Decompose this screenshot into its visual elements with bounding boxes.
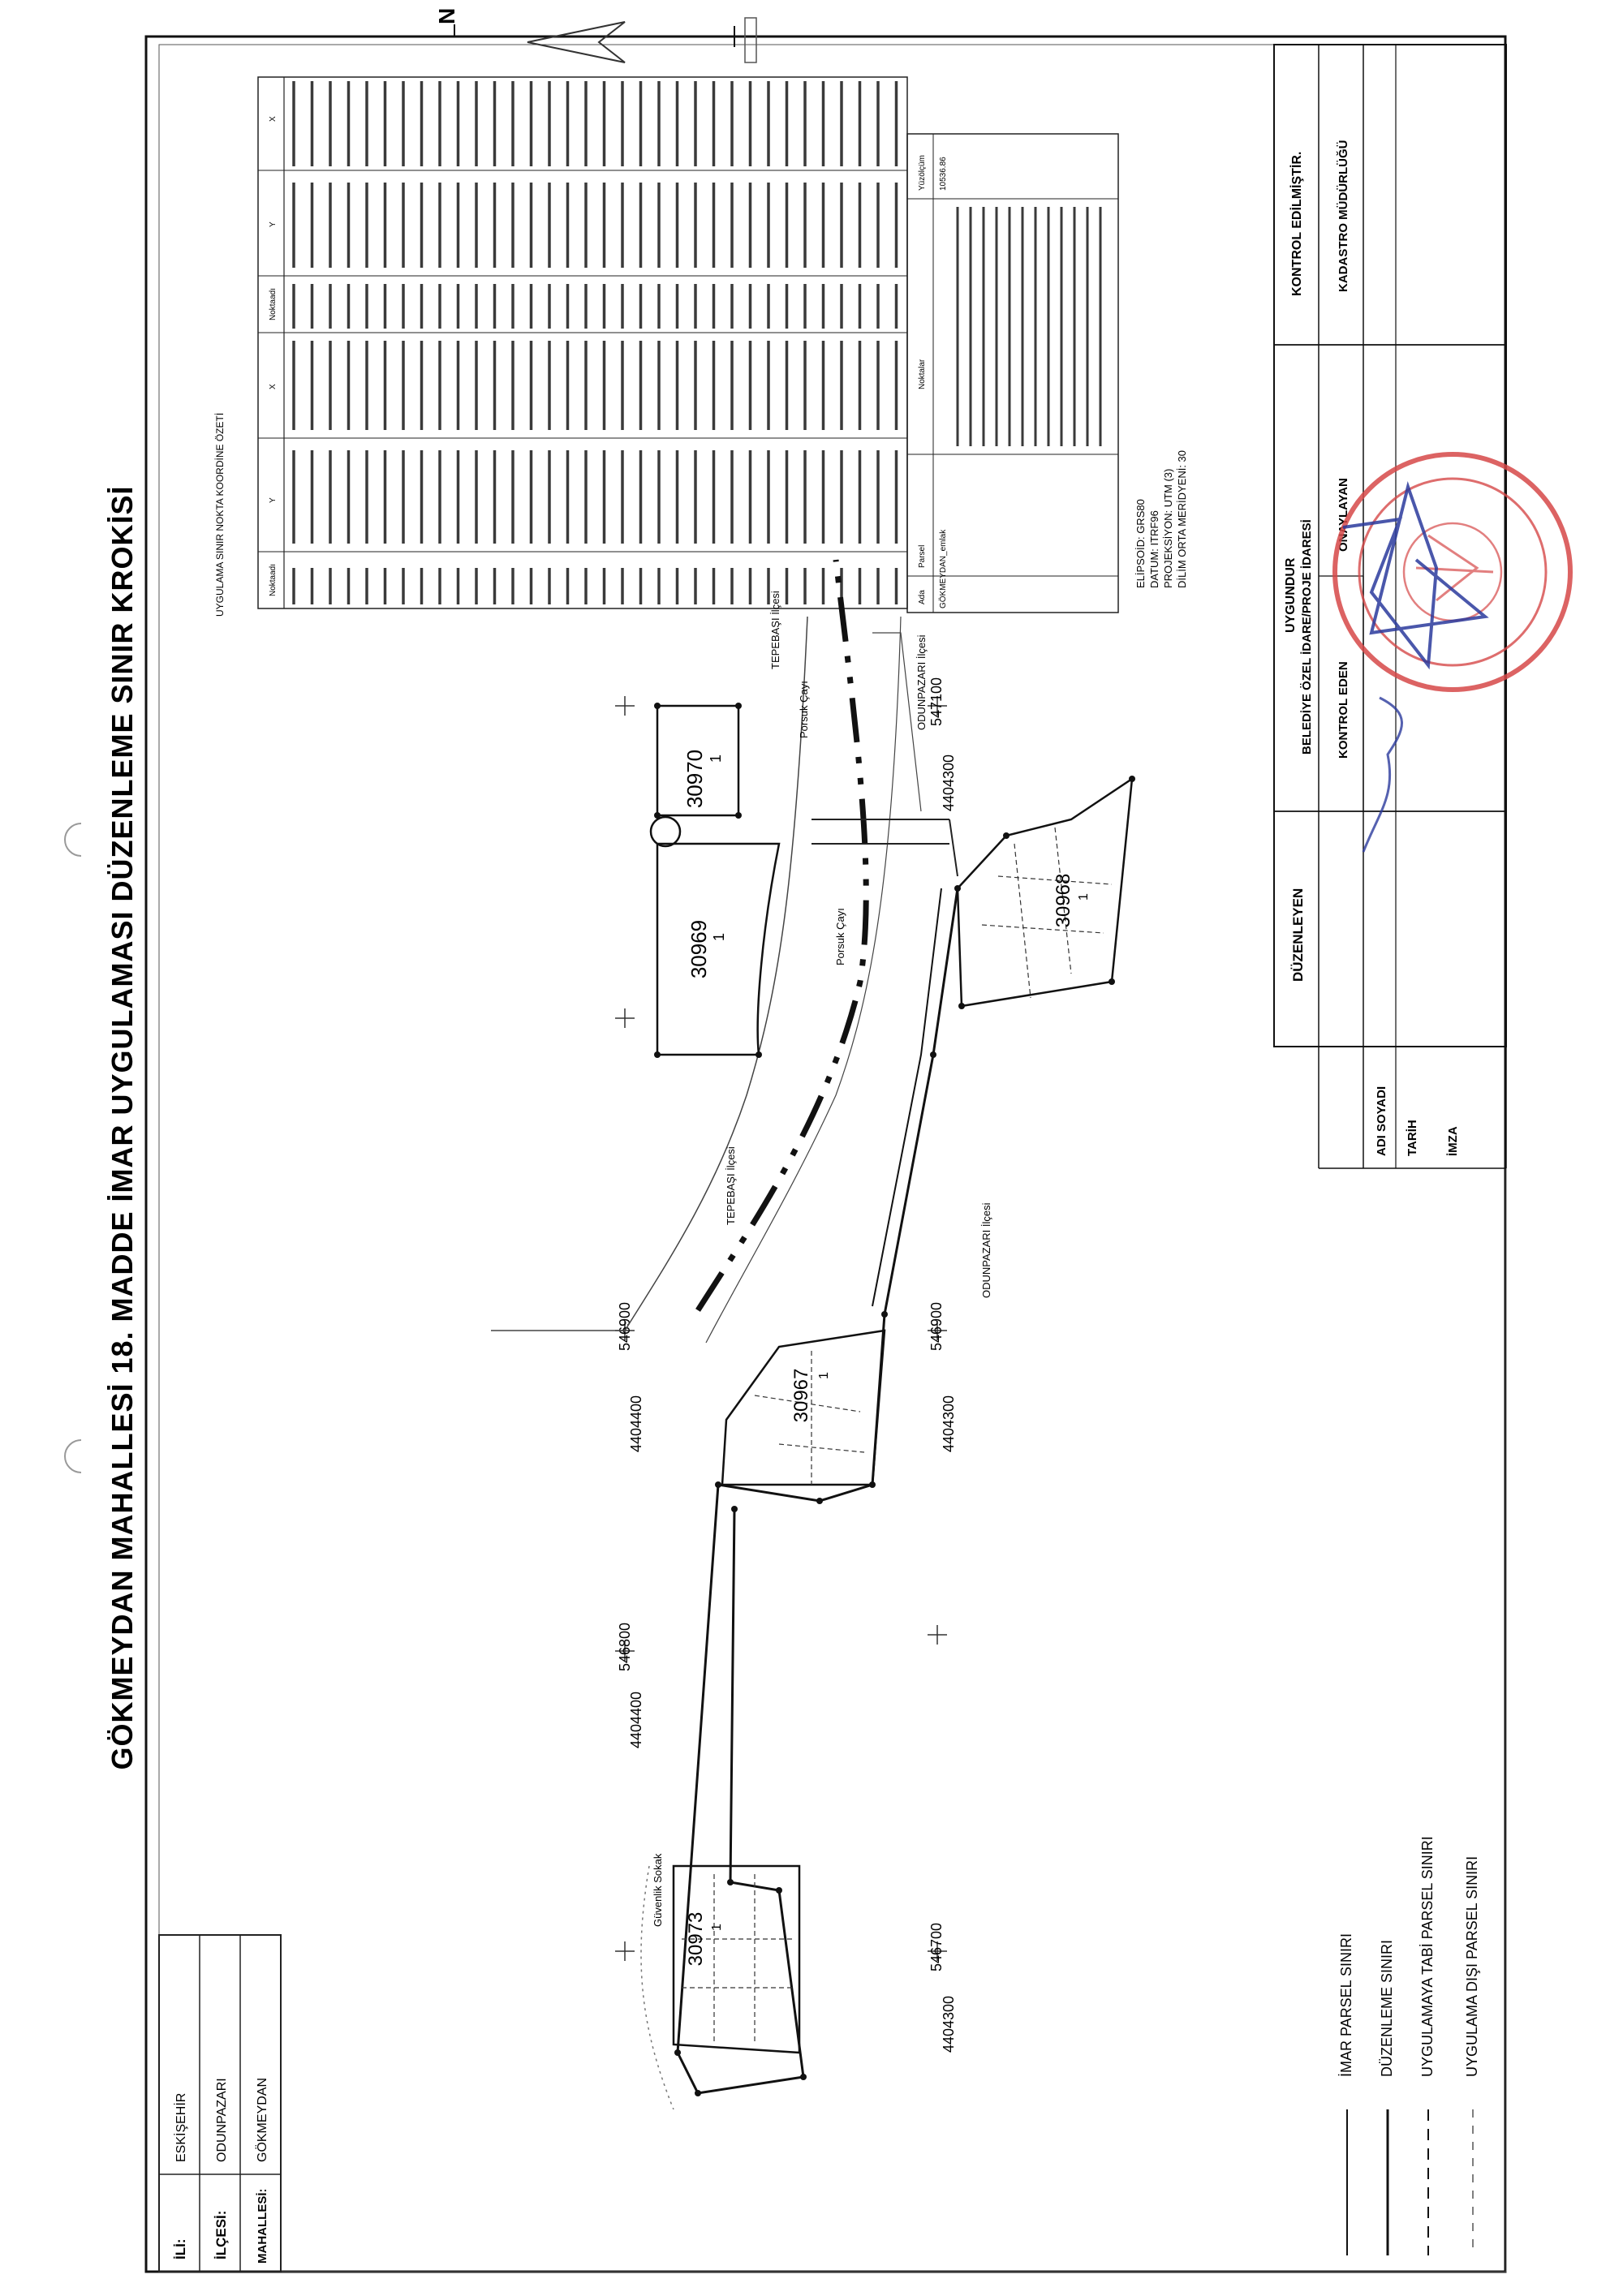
parcel-30968-subdivisions — [982, 828, 1112, 998]
label-street: Güvenlik Sokak — [652, 1853, 664, 1927]
grid-y-label-4: 4404300 — [941, 754, 957, 812]
parcel-header-ada: Ada — [918, 590, 927, 604]
legend-label-imar-parsel: İMAR PARSEL SINIRI — [1338, 1933, 1354, 2077]
info-ilce-label: İLÇESİ: — [213, 2210, 229, 2259]
map-area — [491, 560, 1135, 2109]
info-mahalle-value: GÖKMEYDAN — [256, 2077, 269, 2162]
parcel-30969-number: 30969 — [687, 919, 711, 979]
north-label: N — [434, 7, 459, 24]
parcel-30970-sub: 1 — [708, 754, 724, 763]
coordinates-table-rows — [294, 81, 897, 604]
parcel-point-list — [958, 207, 1100, 446]
label-odunpazari-2: ODUNPAZARI İlçesi — [980, 1202, 992, 1298]
sheet-title: GÖKMEYDAN MAHALLESİ 18. MADDE İMAR UYGULAMASI DÜZENLEME SINIR KROKİSİ — [105, 485, 139, 1770]
boundary-point — [1003, 832, 1010, 839]
boundary-point — [1129, 776, 1135, 782]
boundary-point — [881, 1311, 888, 1318]
boundary-point — [756, 1051, 762, 1058]
legend-item-duzenleme — [1379, 1940, 1395, 2255]
boundary-point — [654, 703, 661, 709]
regulation-boundary-inner — [872, 888, 941, 1306]
boundary-point — [1109, 978, 1115, 985]
coord-header-x-1: X — [269, 384, 278, 389]
grid-x-label-4: 547100 — [928, 677, 945, 726]
parcel-30967-sub: 1 — [817, 1372, 831, 1379]
sig-duzenleyen: DÜZENLEYEN — [1290, 888, 1306, 982]
boundary-point — [674, 2049, 681, 2056]
parcel-header-yuzolcum: Yüzölçüm — [918, 155, 927, 191]
label-tepebasi-1: TEPEBAŞI İlçesi — [769, 591, 781, 669]
projection-line-3: PROJEKSİYON: UTM (3) — [1162, 468, 1174, 588]
grid-cross-7 — [928, 1625, 947, 1645]
projection-line-2: DATUM: ITRF96 — [1148, 510, 1160, 588]
boundary-point — [954, 885, 961, 892]
info-box — [159, 1935, 281, 2272]
boundary-point — [816, 1498, 823, 1504]
grid-x-label-1: 546900 — [617, 1301, 633, 1351]
boundary-point — [869, 1481, 876, 1488]
grid-cross-8 — [615, 696, 635, 716]
coordinates-table — [214, 77, 907, 617]
legend-item-uygulamaya-tabi — [1419, 1836, 1436, 2255]
sig-kadastro: KADASTRO MÜDÜRLÜĞÜ — [1337, 140, 1350, 292]
sig-kontrol-eden: KONTROL EDEN — [1337, 661, 1350, 759]
boundary-point — [727, 1879, 734, 1885]
projection-line-4: DİLİM ORTA MERİDYENİ: 30 — [1176, 449, 1188, 588]
grid-y-label-2: 4404400 — [628, 1691, 644, 1749]
grid-y-label-3: 4404300 — [941, 1395, 957, 1453]
legend-label-uygulamaya-tabi: UYGULAMAYA TABİ PARSEL SINIRI — [1419, 1836, 1436, 2077]
grid-cross-9 — [615, 1941, 635, 1961]
parcel-30968-boundary — [958, 779, 1132, 1006]
legend — [1338, 1836, 1480, 2255]
info-mahalle-label: MAHALLESİ: — [256, 2188, 269, 2264]
sig-row-imza: İMZA — [1446, 1126, 1460, 1156]
boundary-point — [715, 1481, 721, 1488]
parcel-30968-sub: 1 — [1077, 893, 1091, 901]
parcel-30973-sub: 1 — [710, 1924, 724, 1931]
legend-item-imar-parsel — [1338, 1933, 1354, 2255]
boundary-point — [695, 2090, 701, 2096]
grid-cross-6 — [615, 1008, 635, 1028]
official-stamp — [1335, 454, 1570, 690]
grid-y-label-5: 4404300 — [941, 1995, 957, 2053]
legend-label-duzenleme: DÜZENLEME SINIRI — [1379, 1939, 1395, 2077]
label-odunpazari-1: ODUNPAZARI İlçesi — [915, 634, 928, 730]
boundary-point — [930, 1051, 936, 1058]
info-ilce-value: ODUNPAZARI — [215, 2078, 229, 2162]
sig-uygundur: UYGUNDUR — [1284, 557, 1298, 633]
parcel-30973-number: 30973 — [685, 1911, 707, 1967]
parcel-30969-boundary — [657, 844, 779, 1055]
grid-x-label-5: 546700 — [928, 1922, 945, 1971]
sig-office-line: BELEDİYE ÖZEL İDARE/PROJE İDARESİ — [1300, 519, 1314, 755]
label-tepebasi-2: TEPEBAŞI İlçesi — [725, 1146, 737, 1225]
coordinates-table-title: UYGULAMA SINIR NOKTA KOORDİNE ÖZETİ — [214, 412, 226, 617]
roundabout — [651, 817, 680, 846]
sig-row-tarih: TARİH — [1406, 1120, 1419, 1156]
legend-item-uygulama-disi — [1464, 1856, 1480, 2255]
boundary-point — [958, 1003, 965, 1009]
coord-header-y-2: Y — [269, 221, 278, 227]
grid-x-label-3: 546900 — [928, 1301, 945, 1351]
legend-label-uygulama-disi: UYGULAMA DIŞI PARSEL SINIRI — [1464, 1855, 1480, 2077]
coord-header-noktaadi-2: Noktaadı — [269, 287, 278, 320]
grid-y-label-1: 4404400 — [628, 1395, 644, 1453]
regulation-boundary — [678, 888, 958, 2093]
parcel-row-yuzolcum: 10536.86 — [939, 157, 948, 191]
boundary-point — [654, 812, 661, 819]
parcel-row-ada: GÖKMEYDAN_emlak — [939, 529, 948, 608]
parcel-30967-number: 30967 — [790, 1368, 812, 1423]
boundary-point — [654, 1051, 661, 1058]
label-porsuk-1: Porsuk Çayı — [798, 681, 810, 738]
parcel-header-parsel: Parsel — [918, 544, 927, 568]
inner-frame — [159, 45, 1506, 2272]
sig-row-adi-soyadi: ADI SOYADI — [1375, 1086, 1388, 1156]
parcel-30969-sub: 1 — [711, 932, 727, 941]
boundary-point — [735, 812, 742, 819]
label-porsuk-2: Porsuk Çayı — [834, 908, 846, 965]
punch-hole-2 — [65, 1440, 81, 1473]
parcel-30968-number: 30968 — [1053, 873, 1074, 928]
info-il-label: İLİ: — [173, 2238, 188, 2259]
info-il-value: ESKİŞEHİR — [174, 2092, 188, 2162]
coord-header-y-1: Y — [269, 497, 278, 503]
parcel-30970-number: 30970 — [682, 749, 707, 809]
sig-onaylayan: ONAYLAYAN — [1337, 478, 1350, 552]
boundary-point — [800, 2074, 807, 2080]
boundary-point — [776, 1887, 782, 1894]
north-arrow — [434, 8, 990, 62]
coord-header-x-2: X — [269, 116, 278, 122]
boundary-point — [735, 703, 742, 709]
sig-kontrol-edilmistir: KONTROL EDİLMİŞTİR. — [1290, 151, 1304, 296]
grid-x-label-2: 546800 — [617, 1622, 633, 1671]
coord-header-noktaadi-1: Noktaadı — [269, 563, 278, 596]
projection-line-1: ELİPSOİD: GRS80 — [1134, 499, 1147, 588]
parcel-header-noktalar: Noktalar — [918, 359, 927, 389]
projection-info — [1134, 450, 1188, 588]
parcel-table — [907, 134, 1118, 613]
boundary-point — [731, 1506, 738, 1512]
punch-hole-1 — [65, 823, 81, 856]
